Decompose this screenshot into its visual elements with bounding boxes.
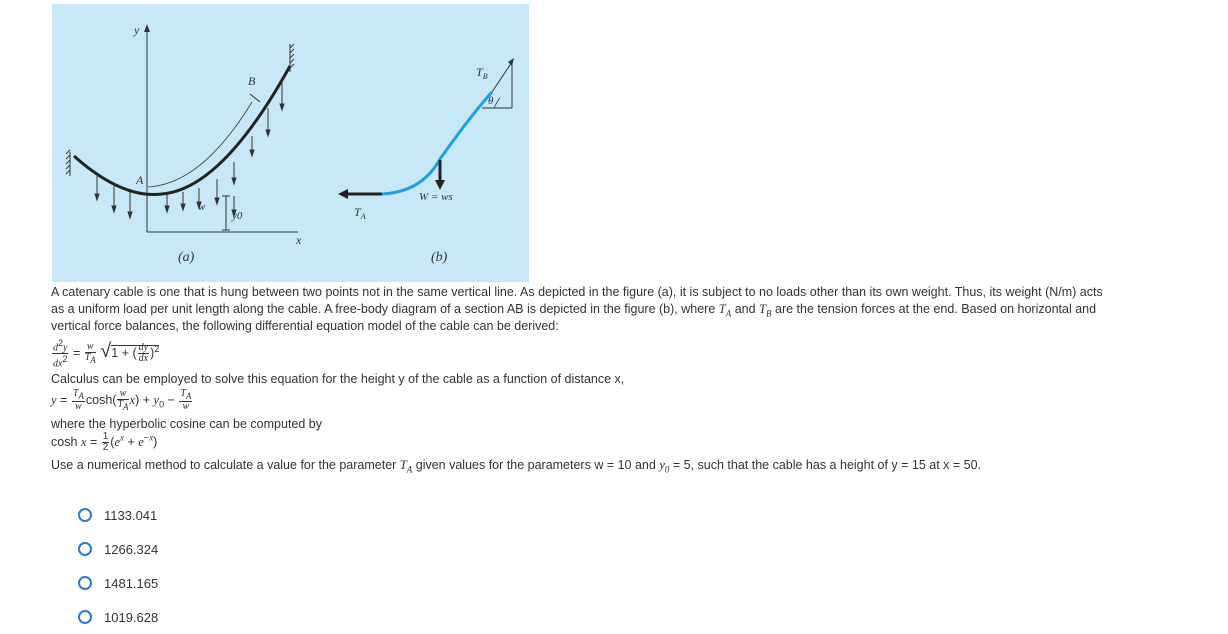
question-para-line3: vertical force balances, the following differential equation model of the cable can be derived: xyxy=(51,319,559,333)
y0-symbol-final: $y_0$ xyxy=(659,458,670,475)
final-line-text-c: = 5, such that the cable has a height of y = 15 at x = 50. xyxy=(672,458,982,472)
differential-equation: $\frac{d^2y}{dx^2}$ = $\frac{w}{T_A}$ √1 + ( $\frac{dy}{dx}$ )$^2$ xyxy=(53,338,160,370)
answer-option-label: 1019.628 xyxy=(104,609,159,625)
answer-option-3[interactable] xyxy=(78,566,158,600)
figure-label-b: (b) xyxy=(431,250,448,265)
question-para-line1: A catenary cable is one that is hung between two points not in the same vertical line. As depicted in the figure (a), it is subject to no loads other than its own weight. Thus, its weight (N/m) acts xyxy=(51,285,1103,299)
answer-options xyxy=(78,498,158,634)
y0-label: y0 xyxy=(232,210,243,222)
tb-arrow xyxy=(492,62,512,92)
weight-arrowhead xyxy=(435,180,445,190)
radio-button[interactable] xyxy=(78,542,92,556)
tb-label: $T_B$ xyxy=(476,65,488,81)
answer-option-label: 1266.324 xyxy=(104,541,159,557)
answer-option-label: 1133.041 xyxy=(104,507,158,523)
cosh-equation: cosh x = $\frac{1}{2}$ $(e^x + e^{-x})$ xyxy=(51,431,158,453)
weight-label: W = ws xyxy=(419,191,453,203)
answer-option-1[interactable] xyxy=(78,498,158,532)
radio-button[interactable] xyxy=(78,508,92,522)
y-axis-arrow xyxy=(144,24,150,32)
theta-arc xyxy=(494,98,500,108)
calculus-line: Calculus can be employed to solve this equation for the height y of the cable as a function of distance x, xyxy=(51,372,625,386)
load-w-label: w xyxy=(198,201,206,213)
x-axis-label: x xyxy=(296,233,302,247)
tb-arrowhead xyxy=(508,58,514,66)
final-question-line xyxy=(51,457,981,479)
cable-a xyxy=(74,66,290,195)
figure-label-a: (a) xyxy=(178,250,195,265)
left-support xyxy=(66,150,70,176)
y0-dimension xyxy=(222,196,230,230)
hyperbolic-line: where the hyperbolic cosine can be computed by xyxy=(51,417,322,431)
radio-button[interactable] xyxy=(78,576,92,590)
point-b-label: B xyxy=(248,74,256,88)
cable-b xyxy=(382,92,492,194)
final-line-text-b: given values for the parameters w = 10 and xyxy=(415,458,656,472)
answer-option-4[interactable] xyxy=(78,600,158,634)
ta-symbol-final: $T_A$ xyxy=(399,458,413,475)
tb-symbol: $T_B$ xyxy=(759,302,772,319)
para-line2-text-a: as a uniform load per unit length along the cable. A free-body diagram of a section AB is depicted in the figure (b), where xyxy=(51,302,716,316)
solution-equation: y = $\frac{T_A}{w}$ cosh( $\frac{w}{T_A}$ $x) + y_0$ − $\frac{T_A}{w}$ xyxy=(51,388,192,412)
point-a-label: A xyxy=(136,173,144,187)
catenary-figure xyxy=(52,4,529,282)
ta-arrowhead xyxy=(338,189,348,199)
answer-option-label: 1481.165 xyxy=(104,575,159,591)
b-marker xyxy=(250,94,260,102)
y-axis-label: y xyxy=(134,23,140,37)
ta-label: $T_A$ xyxy=(354,205,366,221)
ta-symbol: $T_A$ xyxy=(718,302,732,319)
radio-button[interactable] xyxy=(78,610,92,624)
catenary-diagram xyxy=(52,4,529,282)
answer-option-2[interactable] xyxy=(78,532,158,566)
final-line-text-a: Use a numerical method to calculate a value for the parameter xyxy=(51,458,397,472)
load-arrows xyxy=(95,80,284,218)
theta-label: θ xyxy=(488,95,494,107)
para-line2-and: and xyxy=(734,302,756,316)
para-line2-text-b: are the tension forces at the end. Based on horizontal and xyxy=(775,302,1097,316)
